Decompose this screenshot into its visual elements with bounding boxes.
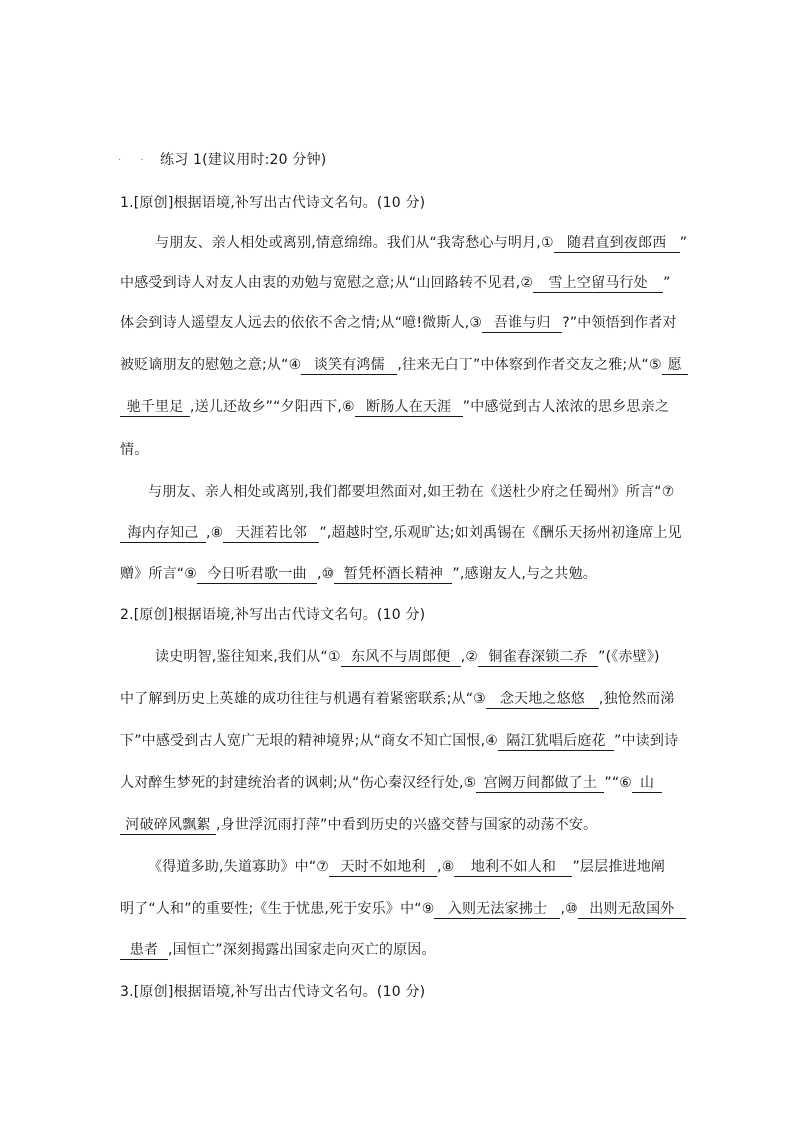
answer-blank: 隔江犹唱后庭花 [498, 732, 614, 751]
q1-heading: 1.[原创]根据语境,补写出古代诗文名句。(10 分) [120, 195, 426, 211]
answer-blank: 暂凭杯酒长精神 [334, 565, 452, 584]
q2-heading: 2.[原创]根据语境,补写出古代诗文名句。(10 分) [120, 607, 426, 623]
q2-text-line: 人对醉生梦死的封建统治者的讽刺;从“伤心秦汉经行处,⑤ 宫阙万间都做了土 ”“⑥ 山 [120, 773, 662, 793]
answer-blank: 天涯若比邻 [223, 524, 319, 543]
answer-blank: 河破碎风飘絮 [120, 816, 216, 835]
answer-blank: 海内存知己 [120, 524, 206, 543]
q2-text-line: 患者 ,国恒亡”深刻揭露出国家走向灭亡的原因。 [120, 940, 436, 960]
answer-blank: 地利不如人和 [454, 858, 572, 877]
q1-text-line: 驰千里足 ,送儿还故乡”“夕阳西下,⑥ 断肠人在天涯 ”中感觉到古人浓浓的思乡思亲之 [120, 397, 669, 417]
q2-text-line: 《得道多助,失道寡助》中“⑦ 天时不如地利 ,⑧ 地利不如人和 ”层层推进地阐 [148, 859, 666, 875]
q1-text-line: 海内存知己 ,⑧ 天涯若比邻 ”,超越时空,乐观旷达;如刘禹锡在《酬乐天扬州初逢席上见 [120, 523, 682, 543]
q1-text-line: 赠》所言“⑨ 今日听君歌一曲 ,⑩ 暂凭杯酒长精神 ”,感谢友人,与之共勉。 [120, 566, 597, 582]
q2-text-line: 读史明智,鉴往知来,我们从“① 东风不与周郎便 ,② 铜雀春深锁二乔 ”(《赤壁》) [155, 649, 660, 665]
q1-text-line: 被贬谪朋友的慰勉之意;从“④ 谈笑有鸿儒 ,往来无白丁”中体察到作者交友之雅;从“⑤ 愿 [120, 355, 688, 375]
q1-text-line: 中感受到诗人对友人由衷的劝勉与宽慰之意;从“山回路转不见君,② 雪上空留马行处 ” [120, 275, 671, 291]
answer-blank: 出则无敌国外 [578, 900, 686, 919]
answer-blank: 吾谁与归 [482, 314, 562, 333]
q2-text-line: 中了解到历史上英雄的成功往往与机遇有着紧密联系;从“③ 念天地之悠悠 ,独怆然而涕 [120, 691, 675, 707]
answer-blank: 驰千里足 [120, 398, 190, 417]
answer-blank: 念天地之悠悠 [486, 690, 599, 709]
q2-text-line: 河破碎风飘絮 ,身世浮沉雨打萍”中看到历史的兴盛交替与国家的动荡不安。 [120, 815, 597, 835]
q1-text-line: 与朋友、亲人相处或离别,情意绵绵。我们从“我寄愁心与明月,① 随君直到夜郎西 ” [155, 235, 688, 251]
answer-blank: 天时不如地利 [329, 858, 437, 877]
q1-text-line: 体会到诗人遥望友人远去的依依不舍之情;从“噫!微斯人,③ 吾谁与归 ?”中领悟到作者对 [120, 315, 677, 331]
answer-blank: 今日听君歌一曲 [197, 565, 317, 584]
answer-blank: 雪上空留马行处 [533, 274, 663, 293]
answer-blank: 愿 [662, 356, 688, 375]
answer-blank: 山 [632, 774, 662, 793]
answer-blank: 铜雀春深锁二乔 [478, 648, 598, 667]
page-title: 练习 1(建议用时:20 分钟) [160, 152, 327, 168]
q2-text-line: 下”中感受到古人宽广无垠的精神境界;从“商女不知亡国恨,④ 隔江犹唱后庭花 ”中读到诗 [120, 733, 679, 749]
answer-blank: 谈笑有鸿儒 [301, 356, 397, 375]
q1-text-line: 与朋友、亲人相处或离别,我们都要坦然面对,如王勃在《送杜少府之任蜀州》所言“⑦ [148, 484, 675, 500]
q2-text-line: 明了“人和”的重要性;《生于忧患,死于安乐》中“⑨ 入则无法家拂士 ,⑩ 出则无敌国外 [120, 899, 686, 919]
answer-blank: 患者 [120, 941, 168, 960]
answer-blank: 东风不与周郎便 [341, 648, 461, 667]
q3-heading: 3.[原创]根据语境,补写出古代诗文名句。(10 分) [120, 984, 426, 1000]
q1-text-line: 情。 [120, 442, 149, 458]
answer-blank: 入则无法家拂士 [434, 900, 560, 919]
decorative-dots: . . [118, 152, 152, 163]
answer-blank: 宫阙万间都做了土 [476, 774, 604, 793]
answer-blank: 随君直到夜郎西 [554, 234, 680, 253]
answer-blank: 断肠人在天涯 [355, 398, 463, 417]
